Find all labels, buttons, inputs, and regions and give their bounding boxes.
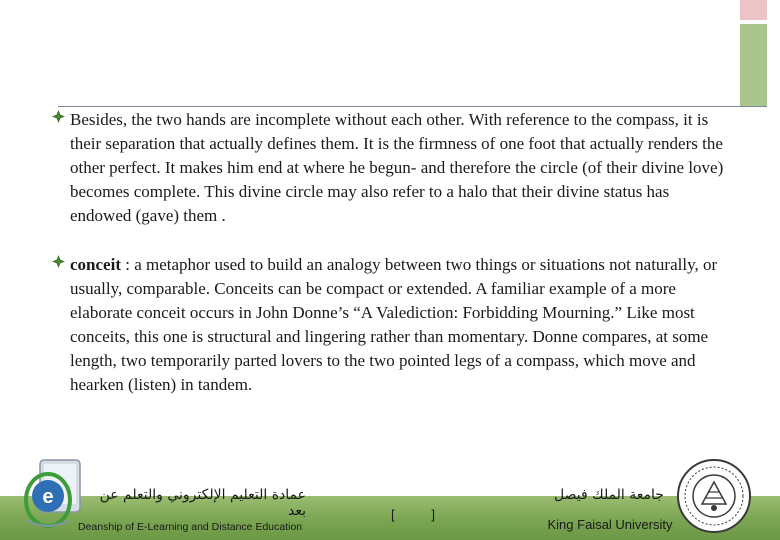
page-number bbox=[391, 507, 435, 522]
university-arabic: جامعة الملك فيصل bbox=[554, 487, 664, 503]
university-seal-icon bbox=[676, 458, 752, 534]
decorative-pink-bar bbox=[740, 0, 767, 20]
definition-text: : a metaphor used to build an analogy between two things or situations not naturally, or usually, comparable. Conceits can be compact or extended. A familiar example of a more elaborate conceit occurs in John Donne’s “A Valediction: Forbidding Mourning.” Like most conceits, this one is structural and lingering rather than momentary. Donne compares, at some length, two temporarily parted lovers to the two pointed legs of a compass, which move and hearken (listen) in tandem. bbox=[70, 255, 718, 394]
deanship-english: Deanship of E-Learning and Distance Education bbox=[78, 521, 303, 533]
paragraph-besides bbox=[52, 108, 732, 228]
paragraph-conceit bbox=[52, 253, 732, 397]
deanship-arabic: عمادة التعليم الإلكتروني والتعلم عن بعد bbox=[99, 487, 306, 519]
paragraph-text bbox=[70, 253, 732, 397]
page-bracket-close: ] bbox=[431, 507, 435, 522]
svg-text:e: e bbox=[42, 486, 54, 508]
paragraph-text: Besides, the two hands are incomplete without each other. With reference to the compass, it is their separation that actually defines them. It is the firmness of one foot that actually renders the other perfect. It makes him end at where he begun- and therefore the circle (of their divine love) becomes complete. This divine circle may also refer to a halo that their divine status has endowed (gave) them . bbox=[70, 110, 724, 225]
university-english: King Faisal University bbox=[547, 517, 673, 532]
diamond-bullet-icon bbox=[52, 255, 65, 268]
page-bracket-open: [ bbox=[391, 507, 395, 522]
diamond-bullet-icon bbox=[52, 110, 65, 123]
elearning-logo-icon bbox=[20, 456, 84, 534]
term-conceit: conceit bbox=[70, 255, 121, 274]
decorative-green-bar bbox=[740, 24, 767, 106]
header-divider bbox=[58, 106, 767, 107]
